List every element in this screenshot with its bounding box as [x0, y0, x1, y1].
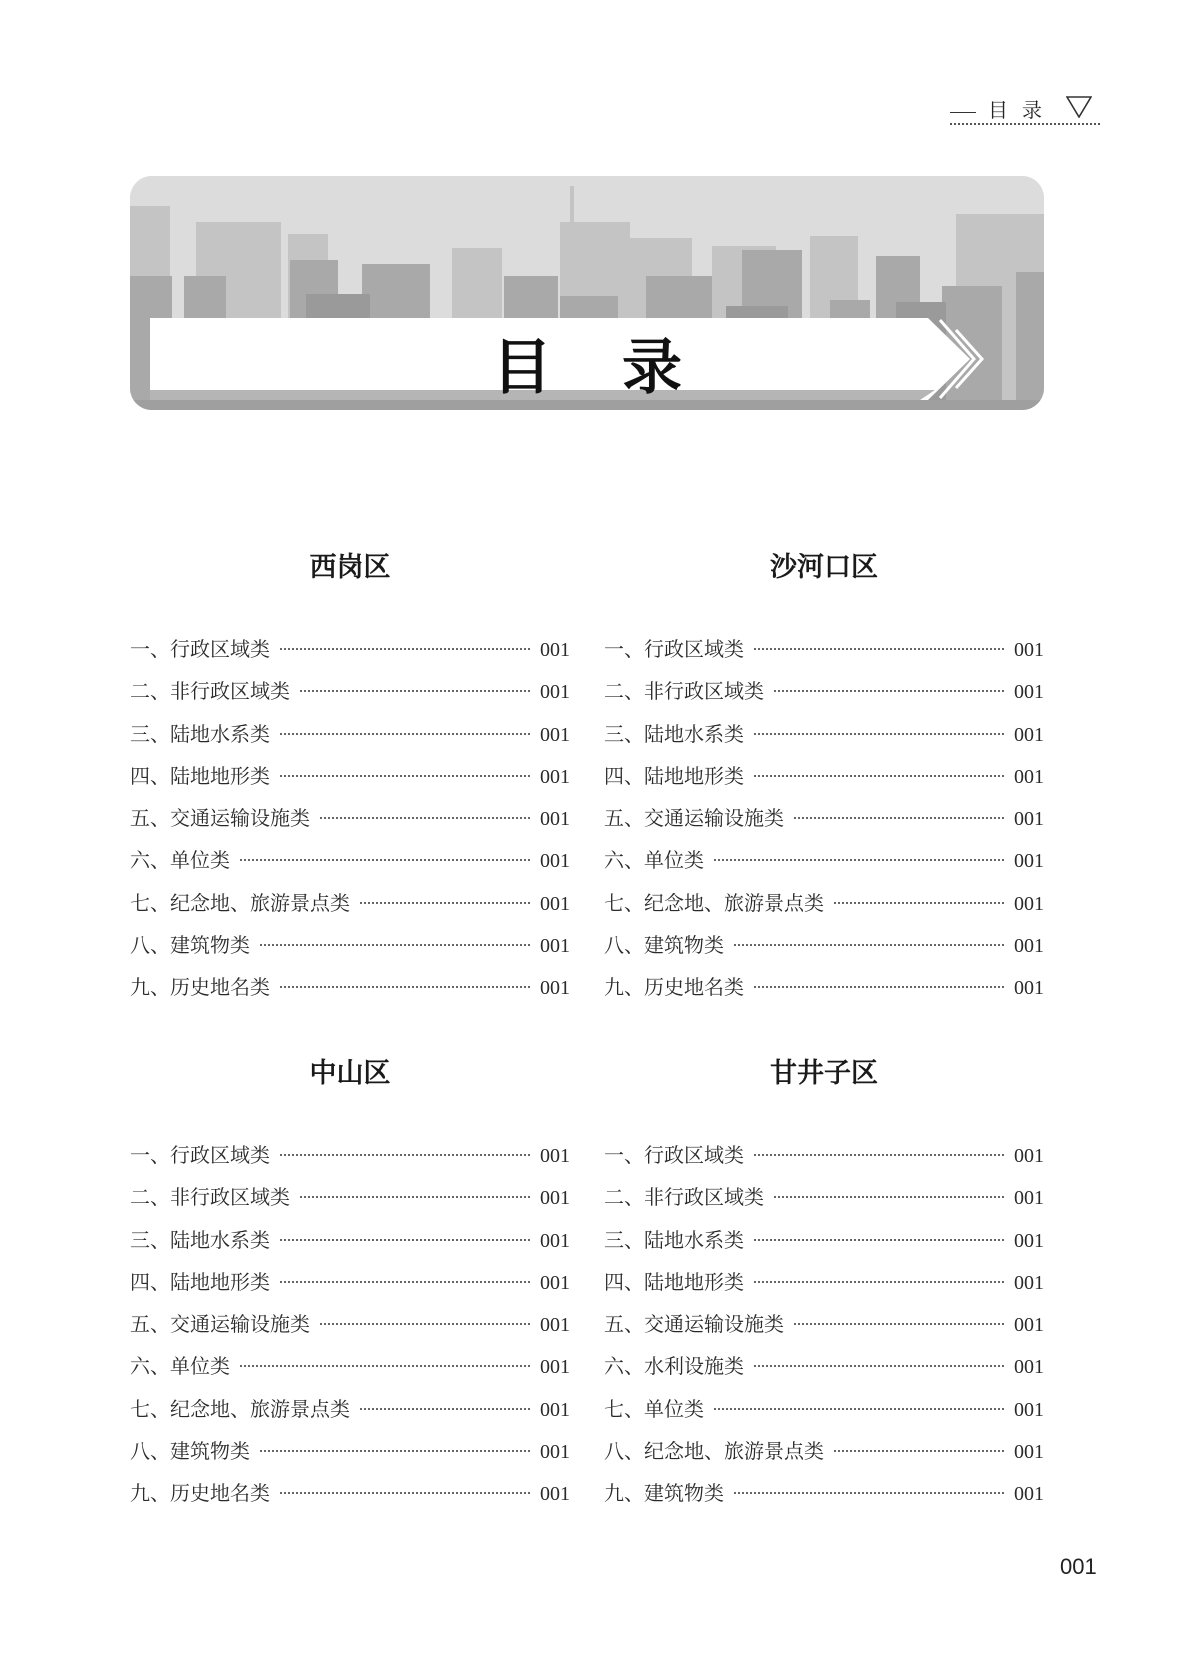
toc-entry[interactable]: [604, 1477, 1044, 1519]
entry-label: 交通运输设施类: [170, 806, 310, 831]
toc-entry[interactable]: [604, 1435, 1044, 1477]
entry-label: 交通运输设施类: [170, 1312, 310, 1337]
toc-entry[interactable]: [604, 675, 1044, 717]
toc-entry[interactable]: [130, 887, 570, 929]
entry-label: 陆地水系类: [170, 1227, 270, 1252]
toc-entry[interactable]: [604, 633, 1044, 675]
dot-leader: [754, 1365, 1004, 1367]
toc-entry[interactable]: [604, 971, 1044, 1013]
entry-label: 历史地名类: [170, 975, 270, 1000]
entry-page: 001: [1014, 1145, 1044, 1167]
entry-label: 历史地名类: [170, 1481, 270, 1506]
entry-number: 九、: [604, 1481, 644, 1506]
dot-leader: [774, 690, 1004, 692]
entry-number: 四、: [130, 763, 170, 788]
entry-number: 二、: [604, 1185, 644, 1210]
header-dotted-rule: [950, 123, 1100, 125]
entry-label: 纪念地、旅游景点类: [170, 890, 350, 915]
toc-entry[interactable]: [130, 760, 570, 802]
entry-number: 三、: [130, 721, 170, 746]
dot-leader: [794, 817, 1004, 819]
entry-page: 001: [540, 935, 570, 958]
dot-leader: [260, 1450, 530, 1452]
entry-number: 八、: [130, 933, 170, 958]
dot-leader: [834, 902, 1004, 904]
toc-entry-list: [604, 633, 1044, 1014]
entry-number: 三、: [604, 721, 644, 746]
dot-leader: [754, 1154, 1004, 1156]
toc-entry[interactable]: [604, 1308, 1044, 1350]
entry-page: 001: [1014, 765, 1044, 788]
toc-section-ganjingzi: [604, 1054, 1044, 1520]
dot-leader: [734, 944, 1004, 946]
entry-label: 陆地水系类: [644, 1227, 744, 1252]
dot-leader: [360, 902, 530, 904]
entry-page: 001: [540, 1187, 570, 1210]
section-title: 沙河口区: [770, 552, 878, 583]
section-title: 甘井子区: [770, 1058, 878, 1089]
dot-leader: [280, 986, 530, 988]
entry-number: 一、: [130, 1143, 170, 1167]
entry-label: 非行政区域类: [644, 679, 764, 704]
toc-entry[interactable]: [130, 1266, 570, 1308]
toc-entry[interactable]: [130, 802, 570, 844]
entry-number: 九、: [130, 1481, 170, 1506]
entry-label: 陆地地形类: [644, 763, 744, 788]
entry-page: 001: [540, 1271, 570, 1294]
entry-label: 非行政区域类: [644, 1185, 764, 1210]
entry-page: 001: [1014, 639, 1044, 661]
toc-entry[interactable]: [130, 844, 570, 886]
entry-label: 水利设施类: [644, 1354, 744, 1379]
entry-label: 单位类: [170, 848, 230, 873]
entry-label: 行政区域类: [170, 1143, 270, 1167]
entry-number: 三、: [130, 1227, 170, 1252]
entry-label: 行政区域类: [644, 1143, 744, 1167]
entry-page: 001: [540, 850, 570, 873]
toc-entry[interactable]: [130, 929, 570, 971]
entry-page: 001: [1014, 1441, 1044, 1464]
toc-entry[interactable]: [604, 1393, 1044, 1435]
toc-entry[interactable]: [604, 844, 1044, 886]
entry-page: 001: [540, 681, 570, 704]
toc-entry[interactable]: [604, 802, 1044, 844]
entry-label: 建筑物类: [170, 1439, 250, 1464]
dot-leader: [300, 1196, 530, 1198]
dot-leader: [240, 1365, 530, 1367]
entry-label: 陆地水系类: [170, 721, 270, 746]
entry-page: 001: [1014, 935, 1044, 958]
entry-page: 001: [540, 1314, 570, 1337]
entry-page: 001: [1014, 723, 1044, 746]
entry-number: 三、: [604, 1227, 644, 1252]
entry-label: 非行政区域类: [170, 1185, 290, 1210]
toc-entry[interactable]: [130, 633, 570, 675]
running-header: [950, 92, 1100, 126]
entry-number: 八、: [604, 1439, 644, 1464]
header-dash: [950, 112, 976, 113]
entry-page: 001: [540, 723, 570, 746]
toc-section-xigang: [130, 548, 570, 1014]
entry-number: 九、: [130, 975, 170, 1000]
dot-leader: [240, 859, 530, 861]
entry-page: 001: [540, 1356, 570, 1379]
toc-entry[interactable]: [604, 887, 1044, 929]
entry-number: 八、: [604, 933, 644, 958]
entry-label: 建筑物类: [644, 1481, 724, 1506]
toc-entry[interactable]: [130, 1435, 570, 1477]
toc-section-zhongshan: [130, 1054, 570, 1520]
entry-label: 纪念地、旅游景点类: [644, 890, 824, 915]
dot-leader: [280, 648, 530, 650]
dot-leader: [754, 1281, 1004, 1283]
entry-label: 单位类: [644, 848, 704, 873]
entry-label: 陆地地形类: [644, 1269, 744, 1294]
entry-number: 五、: [604, 1312, 644, 1337]
entry-number: 五、: [130, 1312, 170, 1337]
toc-entry[interactable]: [604, 929, 1044, 971]
dot-leader: [754, 775, 1004, 777]
entry-number: 一、: [604, 637, 644, 661]
dot-leader: [734, 1492, 1004, 1494]
dot-leader: [280, 775, 530, 777]
entry-number: 七、: [130, 1396, 170, 1421]
toc-entry[interactable]: [604, 1350, 1044, 1392]
toc-entry[interactable]: [604, 718, 1044, 760]
toc-entry[interactable]: [604, 1181, 1044, 1223]
dot-leader: [300, 690, 530, 692]
entry-number: 二、: [130, 1185, 170, 1210]
entry-number: 六、: [130, 848, 170, 873]
entry-page: 001: [540, 639, 570, 661]
dot-leader: [320, 817, 530, 819]
toc-entry[interactable]: [130, 971, 570, 1013]
banner-title: 目录: [492, 333, 752, 403]
toc-entry-list: [130, 633, 570, 1014]
toc-entry[interactable]: [604, 760, 1044, 802]
toc-entry-list: [604, 1139, 1044, 1520]
entry-page: 001: [1014, 892, 1044, 915]
triangle-down-icon: [1066, 96, 1092, 118]
toc-entry[interactable]: [604, 1266, 1044, 1308]
entry-page: 001: [1014, 808, 1044, 831]
entry-number: 二、: [130, 679, 170, 704]
toc-entry[interactable]: [130, 718, 570, 760]
toc-entry[interactable]: [130, 1393, 570, 1435]
entry-label: 行政区域类: [170, 637, 270, 661]
entry-number: 九、: [604, 975, 644, 1000]
entry-page: 001: [1014, 1314, 1044, 1337]
section-title: 西岗区: [309, 552, 391, 583]
entry-number: 四、: [604, 1269, 644, 1294]
toc-section-shahekou: [604, 548, 1044, 1014]
dot-leader: [280, 1281, 530, 1283]
entry-label: 陆地地形类: [170, 763, 270, 788]
toc-entry[interactable]: [604, 1224, 1044, 1266]
entry-label: 纪念地、旅游景点类: [644, 1439, 824, 1464]
entry-page: 001: [1014, 1356, 1044, 1379]
entry-number: 四、: [604, 763, 644, 788]
entry-page: 001: [1014, 1398, 1044, 1421]
entry-number: 七、: [604, 890, 644, 915]
toc-entry[interactable]: [130, 1139, 570, 1181]
page-number: 001: [1060, 1554, 1097, 1579]
entry-label: 建筑物类: [170, 933, 250, 958]
dot-leader: [754, 733, 1004, 735]
running-header-title: 目录: [988, 98, 1056, 122]
toc-entry[interactable]: [130, 1477, 570, 1519]
entry-page: 001: [540, 808, 570, 831]
entry-page: 001: [1014, 1187, 1044, 1210]
entry-label: 行政区域类: [644, 637, 744, 661]
entry-number: 六、: [130, 1354, 170, 1379]
entry-page: 001: [1014, 977, 1044, 1000]
entry-page: 001: [1014, 1271, 1044, 1294]
entry-label: 单位类: [170, 1354, 230, 1379]
dot-leader: [320, 1323, 530, 1325]
entry-label: 纪念地、旅游景点类: [170, 1396, 350, 1421]
entry-number: 二、: [604, 679, 644, 704]
entry-page: 001: [1014, 1229, 1044, 1252]
toc-entry[interactable]: [130, 675, 570, 717]
dot-leader: [834, 1450, 1004, 1452]
dot-leader: [754, 648, 1004, 650]
entry-page: 001: [1014, 850, 1044, 873]
entry-number: 八、: [130, 1439, 170, 1464]
entry-number: 六、: [604, 848, 644, 873]
dot-leader: [754, 1239, 1004, 1241]
toc-entry-list: [130, 1139, 570, 1520]
toc-entry[interactable]: [130, 1350, 570, 1392]
entry-number: 四、: [130, 1269, 170, 1294]
entry-label: 单位类: [644, 1396, 704, 1421]
entry-page: 001: [540, 1441, 570, 1464]
dot-leader: [794, 1323, 1004, 1325]
entry-label: 交通运输设施类: [644, 806, 784, 831]
entry-number: 七、: [130, 890, 170, 915]
entry-number: 七、: [604, 1396, 644, 1421]
entry-label: 交通运输设施类: [644, 1312, 784, 1337]
entry-page: 001: [540, 1483, 570, 1506]
entry-number: 六、: [604, 1354, 644, 1379]
entry-number: 五、: [604, 806, 644, 831]
dot-leader: [360, 1408, 530, 1410]
entry-page: 001: [540, 892, 570, 915]
toc-banner: [130, 176, 1044, 410]
dot-leader: [280, 1154, 530, 1156]
dot-leader: [280, 1492, 530, 1494]
dot-leader: [714, 859, 1004, 861]
dot-leader: [280, 1239, 530, 1241]
toc-entry[interactable]: [130, 1181, 570, 1223]
entry-page: 001: [1014, 681, 1044, 704]
entry-label: 建筑物类: [644, 933, 724, 958]
entry-page: 001: [540, 977, 570, 1000]
toc-entry[interactable]: [604, 1139, 1044, 1181]
entry-label: 陆地水系类: [644, 721, 744, 746]
entry-number: 五、: [130, 806, 170, 831]
entry-page: 001: [540, 1398, 570, 1421]
dot-leader: [280, 733, 530, 735]
dot-leader: [774, 1196, 1004, 1198]
toc-entry[interactable]: [130, 1224, 570, 1266]
entry-number: 一、: [604, 1143, 644, 1167]
dot-leader: [714, 1408, 1004, 1410]
entry-page: 001: [1014, 1483, 1044, 1506]
entry-number: 一、: [130, 637, 170, 661]
section-title: 中山区: [309, 1058, 391, 1089]
entry-label: 非行政区域类: [170, 679, 290, 704]
entry-label: 历史地名类: [644, 975, 744, 1000]
toc-entry[interactable]: [130, 1308, 570, 1350]
entry-page: 001: [540, 1145, 570, 1167]
dot-leader: [260, 944, 530, 946]
entry-label: 陆地地形类: [170, 1269, 270, 1294]
entry-page: 001: [540, 1229, 570, 1252]
entry-page: 001: [540, 765, 570, 788]
dot-leader: [754, 986, 1004, 988]
